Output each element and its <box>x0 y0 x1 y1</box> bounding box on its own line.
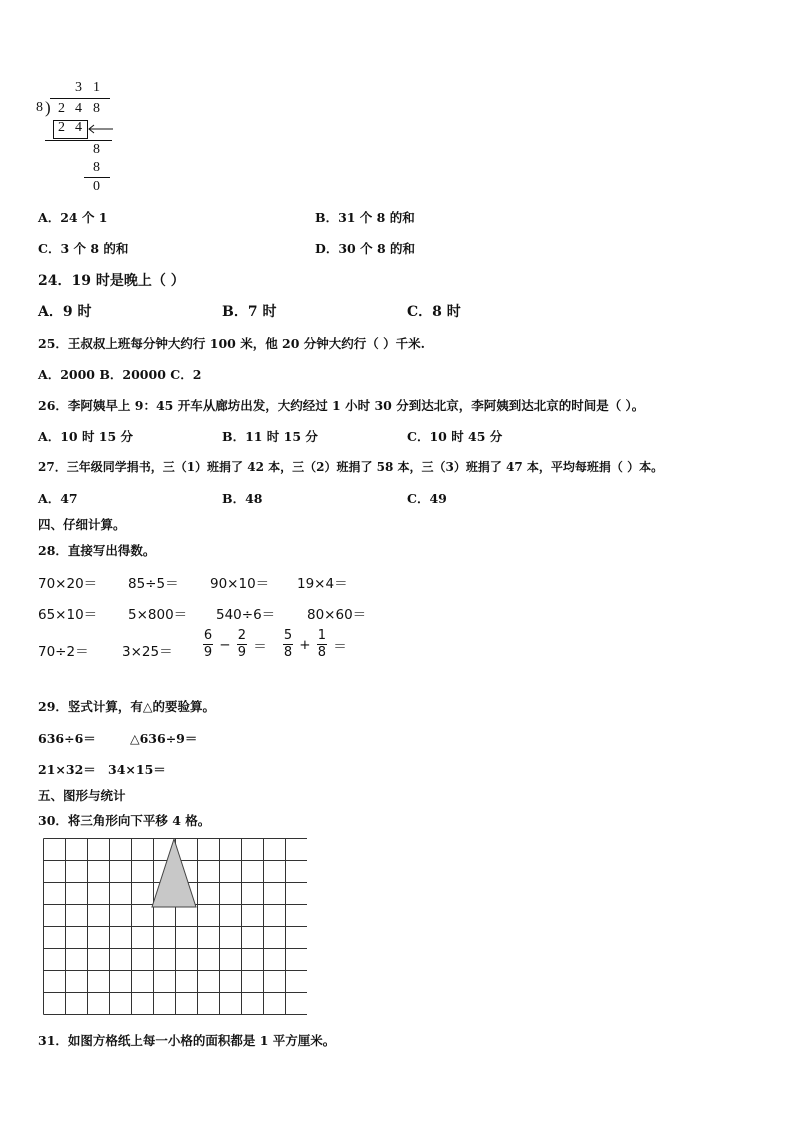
calc-item: 3×25＝ <box>122 644 173 660</box>
calc-item: 70÷2＝ <box>38 644 89 660</box>
triangle-shape <box>152 839 196 907</box>
step-digit: 4 <box>75 120 82 135</box>
option-c: C．10 时 45 分 <box>407 429 503 444</box>
calc-item: 90×10＝ <box>210 576 270 592</box>
calc-item: 5×800＝ <box>128 607 188 623</box>
fraction: $\frac{5}{8}$ <box>283 628 293 660</box>
divisor: 8 <box>36 100 43 115</box>
arrow-left-icon <box>86 123 114 135</box>
question-26: 26．李阿姨早上 9：45 开车从廊坊出发，大约经过 1 小时 30 分到达北京，李阿姨到达北京的时间是（ ）。 <box>38 398 645 413</box>
calc-item: 21×32＝ <box>38 762 96 777</box>
quotient-digit: 3 <box>75 80 82 95</box>
quotient-digit: 1 <box>93 80 100 95</box>
step-digit: 8 <box>93 142 100 157</box>
option-a: A．47 <box>38 491 78 506</box>
step-digit: 2 <box>58 120 65 135</box>
option-b: B．11 时 15 分 <box>222 429 318 444</box>
question-27: 27．三年级同学捐书，三（1）班捐了 42 本，三（2）班捐了 58 本，三（3）班捐了 47 本，平均每班捐（ ）本。 <box>38 460 664 474</box>
question-24: 24．19 时是晚上（ ） <box>38 273 185 289</box>
section-heading: 四、仔细计算。 <box>38 517 126 532</box>
calc-item: 85÷5＝ <box>128 576 179 592</box>
dividend-digit: 8 <box>93 101 100 116</box>
option-a: A．9 时 <box>38 304 92 320</box>
question-28: 28．直接写出得数。 <box>38 543 156 558</box>
option-c: C．3 个 8 的和 <box>38 241 129 256</box>
calc-item: 34×15＝ <box>108 762 166 777</box>
calc-item: 80×60＝ <box>307 607 367 623</box>
options-25: A．2000 B．20000 C．2 <box>38 367 202 382</box>
calc-item: 19×4＝ <box>297 576 348 592</box>
option-a: A．10 时 15 分 <box>38 429 134 444</box>
calc-item: 65×10＝ <box>38 607 98 623</box>
division-rule <box>84 177 110 178</box>
calc-item: △636÷9＝ <box>130 731 198 746</box>
question-29: 29．竖式计算，有△的要验算。 <box>38 699 216 714</box>
calc-item: 636÷6＝ <box>38 731 96 746</box>
calc-item: 70×20＝ <box>38 576 98 592</box>
option-d: D．30 个 8 的和 <box>315 241 415 256</box>
option-b: B．48 <box>222 491 263 506</box>
option-c: C．49 <box>407 491 447 506</box>
fraction-expression: $\frac{6}{9}$ − $\frac{2}{9}$ ＝ <box>203 628 267 660</box>
division-bar <box>50 98 110 99</box>
grid-paper <box>43 838 307 1022</box>
option-b: B．7 时 <box>222 304 277 320</box>
question-31: 31．如图方格纸上每一小格的面积都是 1 平方厘米。 <box>38 1033 336 1048</box>
step-digit: 8 <box>93 160 100 175</box>
section-heading: 五、图形与统计 <box>38 788 126 803</box>
option-b: B．31 个 8 的和 <box>315 210 415 225</box>
dividend-digit: 4 <box>75 101 82 116</box>
option-c: C．8 时 <box>407 304 461 320</box>
remainder: 0 <box>93 179 100 194</box>
dividend-digit: 2 <box>58 101 65 116</box>
calc-item: 540÷6＝ <box>216 607 276 623</box>
fraction: $\frac{6}{9}$ <box>203 628 213 660</box>
fraction: $\frac{2}{9}$ <box>237 628 247 660</box>
question-25: 25．王叔叔上班每分钟大约行 100 米，他 20 分钟大约行（ ）千米. <box>38 336 425 351</box>
fraction-expression: $\frac{5}{8}$ + $\frac{1}{8}$ ＝ <box>283 628 347 660</box>
division-bracket: ) <box>45 98 51 117</box>
question-30: 30．将三角形向下平移 4 格。 <box>38 813 211 828</box>
division-rule <box>45 140 112 141</box>
option-a: A．24 个 1 <box>38 210 108 225</box>
fraction: $\frac{1}{8}$ <box>317 628 327 660</box>
